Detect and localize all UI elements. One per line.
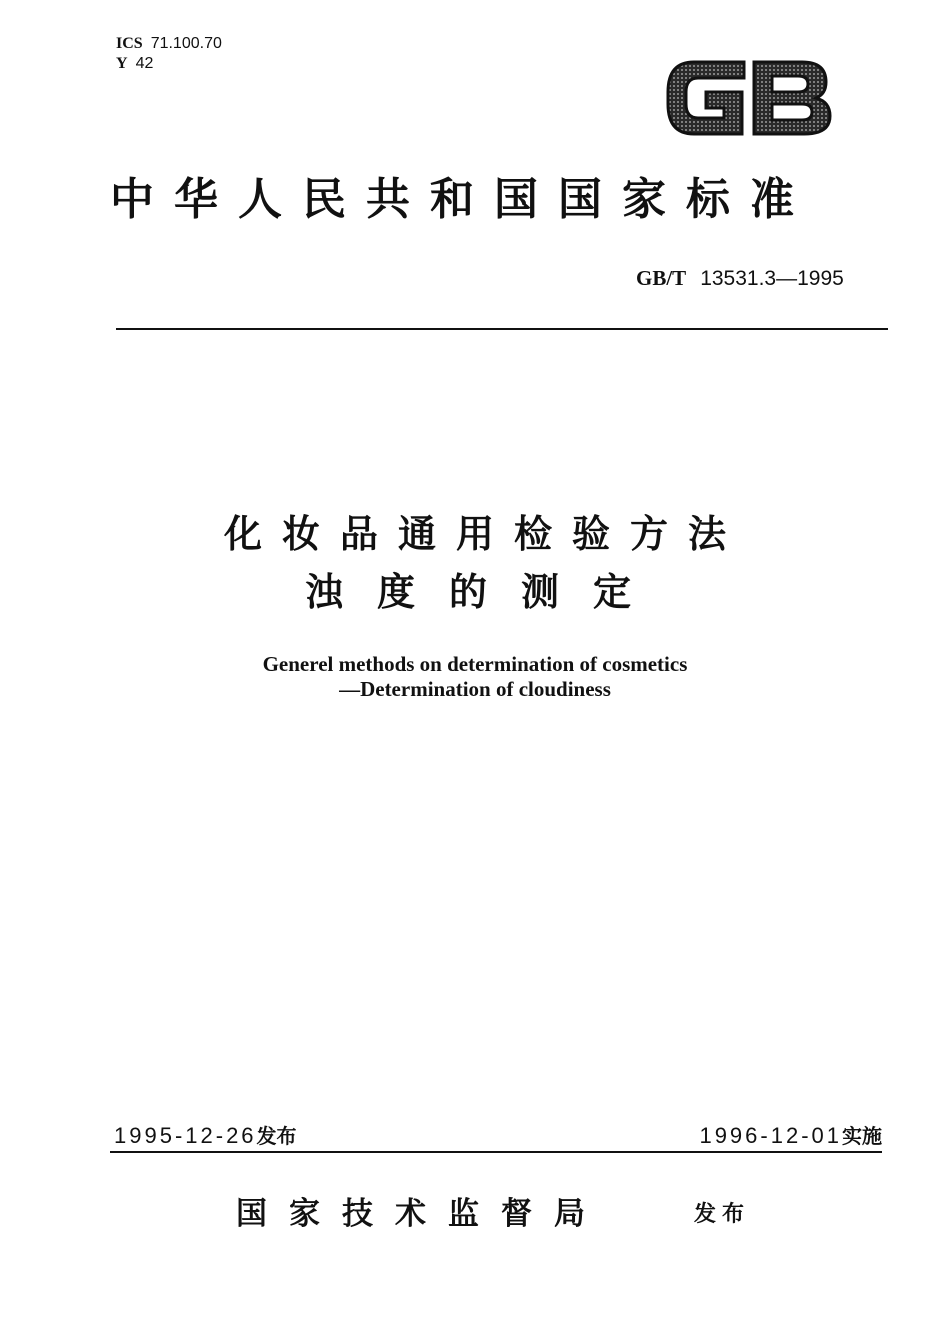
issue-date-value: 1995-12-26	[114, 1123, 257, 1148]
standard-prefix: GB/T	[636, 266, 687, 290]
standard-number	[636, 266, 844, 291]
ics-label: ICS	[116, 35, 143, 52]
implement-date-value: 1996-12-01	[699, 1123, 842, 1148]
national-standard-title: 中华人民共和国国家标准	[110, 174, 814, 225]
ccs-label: Y	[116, 55, 128, 72]
issue-date-word: 发布	[256, 1124, 297, 1148]
ccs-value: 42	[135, 55, 154, 72]
classification-codes	[116, 34, 222, 74]
ics-code	[116, 34, 222, 54]
issuer-name: 国家技术监督局	[236, 1196, 607, 1232]
title-zh-line2: 浊度的测定	[304, 570, 665, 614]
title-zh-line1: 化妆品通用检验方法	[223, 512, 746, 556]
header-divider	[116, 328, 888, 330]
ccs-code	[116, 54, 222, 74]
footer-divider	[110, 1151, 882, 1153]
issue-date	[114, 1122, 297, 1151]
title-en-line2: —Determination of cloudiness	[339, 677, 611, 701]
implement-date	[699, 1122, 882, 1151]
implement-date-word: 实施	[842, 1124, 882, 1148]
ics-value: 71.100.70	[150, 35, 222, 52]
gb-logo-icon	[664, 52, 834, 144]
issuer-action: 发布	[694, 1202, 751, 1227]
standard-number-value: 13531.3—1995	[700, 267, 844, 290]
title-en-line1: Generel methods on determination of cosmetics	[262, 652, 688, 676]
